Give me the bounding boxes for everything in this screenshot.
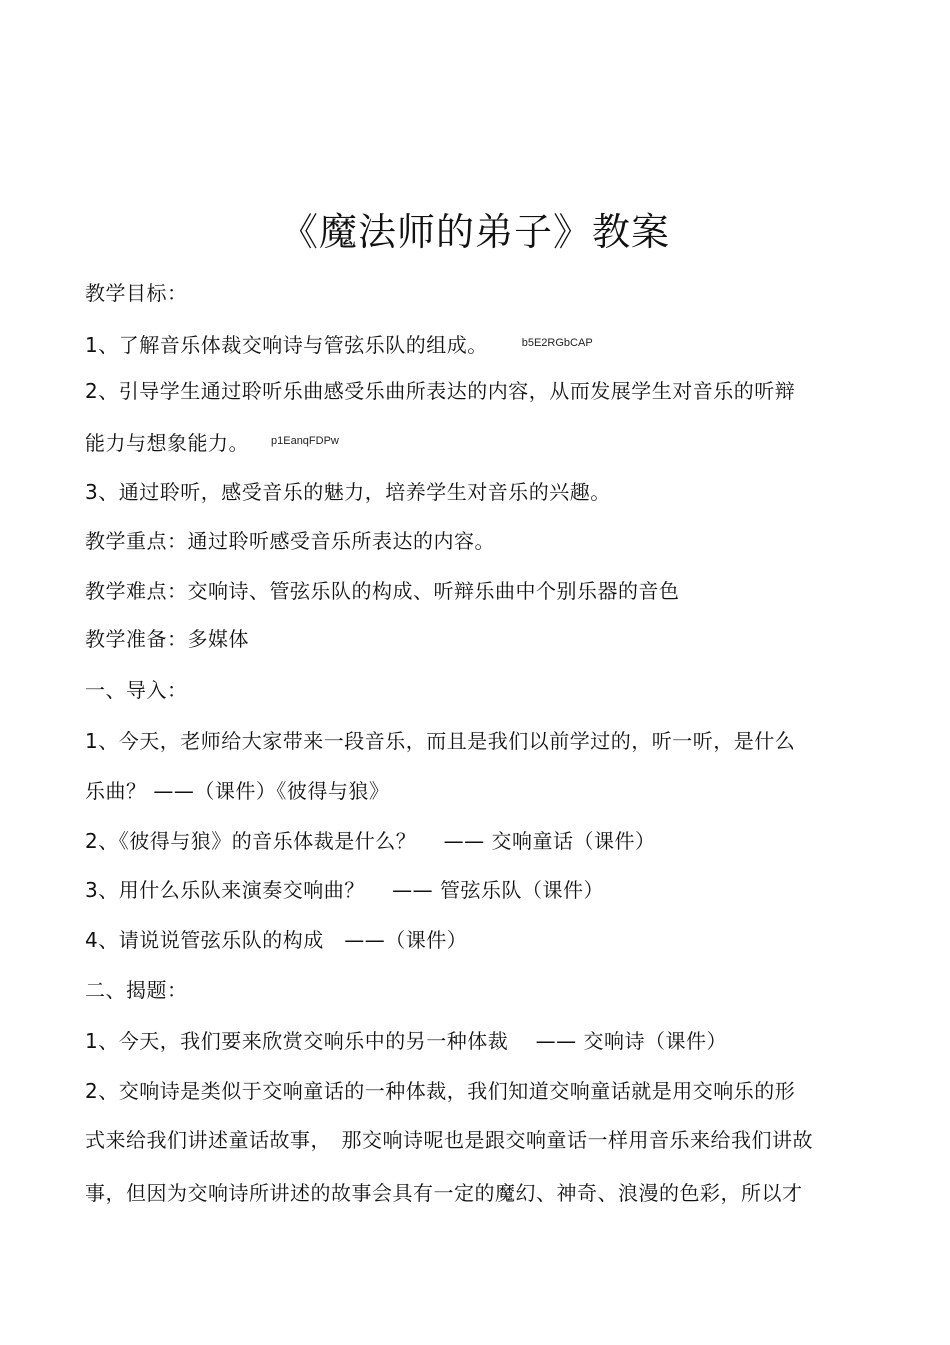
key-point: 教学重点：通过聆听感受音乐所表达的内容。 (85, 529, 495, 553)
section-2-item-1: 1、今天，我们要来欣赏交响乐中的另一种体裁 —— 交响诗（课件） (85, 1029, 727, 1053)
goal-1-code: b5E2RGbCAP (521, 337, 593, 349)
section-1-heading: 一、导入： (85, 678, 188, 702)
section-2-heading: 二、揭题： (85, 978, 188, 1002)
section-1-item-4: 4、请说说管弦乐队的构成 ——（课件） (85, 928, 468, 952)
goal-3: 3、通过聆听，感受音乐的魅力，培养学生对音乐的兴趣。 (85, 480, 611, 504)
goal-2-line-1: 2、引导学生通过聆听乐曲感受乐曲所表达的内容，从而发展学生对音乐的听辩 (85, 379, 796, 403)
goal-1 (85, 328, 593, 360)
section-2-item-2-line-1: 2、交响诗是类似于交响童话的一种体裁，我们知道交响童话就是用交响乐的形 (85, 1079, 796, 1103)
goal-2-text: 能力与想象能力。 (85, 431, 249, 455)
section-1-item-3: 3、用什么乐队来演奏交响曲？ —— 管弦乐队（课件） (85, 878, 604, 902)
section-2-item-2-line-3: 事，但因为交响诗所讲述的故事会具有一定的魔幻、神奇、浪漫的色彩，所以才 (85, 1181, 803, 1205)
goal-2-line-2 (85, 426, 339, 458)
goals-heading: 教学目标： (85, 281, 188, 305)
section-1-item-1-line-2: 乐曲？ ——（课件）《彼得与狼》 (85, 779, 390, 803)
section-1-item-2: 2、《彼得与狼》的音乐体裁是什么？ —— 交响童话（课件） (85, 829, 656, 853)
preparation: 教学准备：多媒体 (85, 627, 249, 651)
document-title: 《魔法师的弟子》教案 (279, 210, 670, 254)
section-2-item-2-line-2: 式来给我们讲述童话故事， 那交响诗呢也是跟交响童话一样用音乐来给我们讲故 (85, 1128, 813, 1152)
section-1-item-1-line-1: 1、今天，老师给大家带来一段音乐，而且是我们以前学过的，听一听，是什么 (85, 729, 796, 753)
goal-2-code: p1EanqFDPw (271, 435, 339, 447)
difficulty: 教学难点：交响诗、管弦乐队的构成、听辩乐曲中个别乐器的音色 (85, 579, 680, 603)
goal-1-text: 1、了解音乐体裁交响诗与管弦乐队的组成。 (85, 333, 488, 357)
